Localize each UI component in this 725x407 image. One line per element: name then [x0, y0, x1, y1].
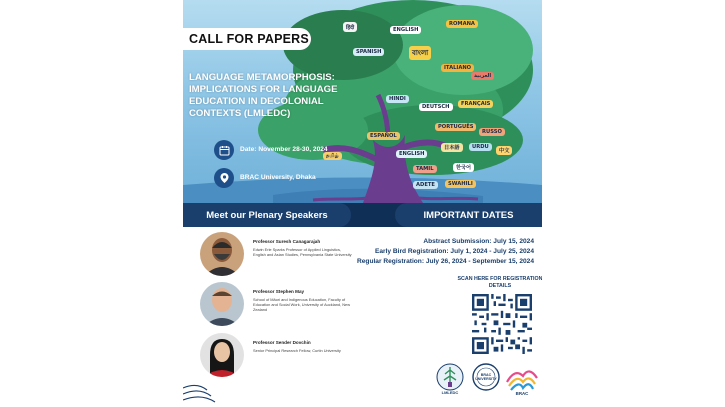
language-bubble: RUSSO — [479, 128, 505, 136]
language-bubble: ESPAÑOL — [367, 132, 400, 140]
speaker-description: Senior Principal Research Fellow, Curtin University — [253, 348, 341, 353]
registration-qr-code[interactable] — [472, 294, 532, 354]
logo-caption: BRAC UNIVERSITY — [475, 373, 497, 381]
speaker-photo — [200, 232, 244, 276]
lmledc-logo — [435, 362, 465, 403]
language-bubble: বাংলা — [409, 46, 431, 60]
brac-university-logo — [471, 362, 501, 403]
language-bubble: TAMIL — [413, 165, 437, 173]
language-bubble: हिंदी — [343, 22, 357, 32]
speaker-description: School of Māori and Indigenous Education, Faculty of Education and Social Work, University of Auckland, New Zealand — [253, 297, 351, 313]
language-bubble: ITALIANO — [441, 64, 474, 72]
language-bubble: ENGLISH — [390, 26, 421, 34]
brac-ied-logo — [505, 362, 539, 403]
dates-heading: IMPORTANT DATES — [395, 203, 542, 227]
speaker-photo — [200, 282, 244, 326]
speakers-heading: Meet our Plenary Speakers — [183, 203, 351, 227]
language-bubble: ENGLISH — [396, 150, 427, 158]
date-item-regular: Regular Registration: July 26, 2024 - September 15, 2024 — [356, 258, 534, 265]
language-bubble: ADETE — [413, 181, 438, 189]
speaker-description: Edwin Erle Sparks Professor of Applied Linguistics, English and Asian Studies, Pennsylvania State University — [253, 247, 352, 258]
language-bubble: العربية — [471, 72, 494, 80]
date-item-abstract: Abstract Submission: July 15, 2024 — [423, 238, 534, 245]
language-bubble: தமிழ் — [323, 152, 342, 160]
logo-caption: BRAC — [515, 391, 529, 396]
language-bubble: 中文 — [496, 146, 512, 155]
date-info: Date: November 28-30, 2024 — [240, 146, 328, 153]
language-bubble: DEUTSCH — [419, 103, 453, 111]
language-bubble: 日本語 — [441, 143, 463, 152]
speaker-name: Professor Suresh Canagarajah — [253, 239, 321, 244]
date-item-early-bird: Early Bird Registration: July 1, 2024 - July 25, 2024 — [374, 248, 534, 255]
language-bubble: ROMANA — [446, 20, 478, 28]
hero-illustration — [183, 0, 542, 203]
conference-title: LANGUAGE METAMORPHOSIS: IMPLICATIONS FOR LANGUAGE EDUCATION IN DECOLONIAL CONTEXTS (LMLEDC) — [189, 72, 338, 119]
scan-instruction: SCAN HERE FOR REGISTRATION DETAILS — [457, 276, 542, 289]
calendar-icon — [214, 140, 234, 160]
language-bubble: 한국어 — [453, 163, 474, 172]
important-dates-list — [334, 237, 534, 267]
venue-info: BRAC University, Dhaka — [240, 174, 316, 181]
decorative-lines — [183, 384, 223, 407]
language-bubble: SPANISH — [353, 48, 384, 56]
language-bubble: FRANÇAIS — [458, 100, 493, 108]
section-banner — [183, 203, 542, 227]
conference-poster — [183, 0, 542, 407]
language-bubble: HINDI — [386, 95, 409, 103]
location-pin-icon — [214, 168, 234, 188]
language-bubble: SWAHILI — [445, 180, 476, 188]
language-bubble: URDU — [469, 143, 492, 151]
language-bubble: PORTUGUÊS — [435, 123, 476, 131]
call-for-papers-badge: CALL FOR PAPERS — [183, 28, 311, 50]
speaker-name: Professor Sender Dovchin — [253, 340, 311, 345]
logo-caption: LMLEDC — [441, 390, 459, 395]
speaker-name: Professor Stephen May — [253, 289, 305, 294]
speaker-photo — [200, 333, 244, 377]
